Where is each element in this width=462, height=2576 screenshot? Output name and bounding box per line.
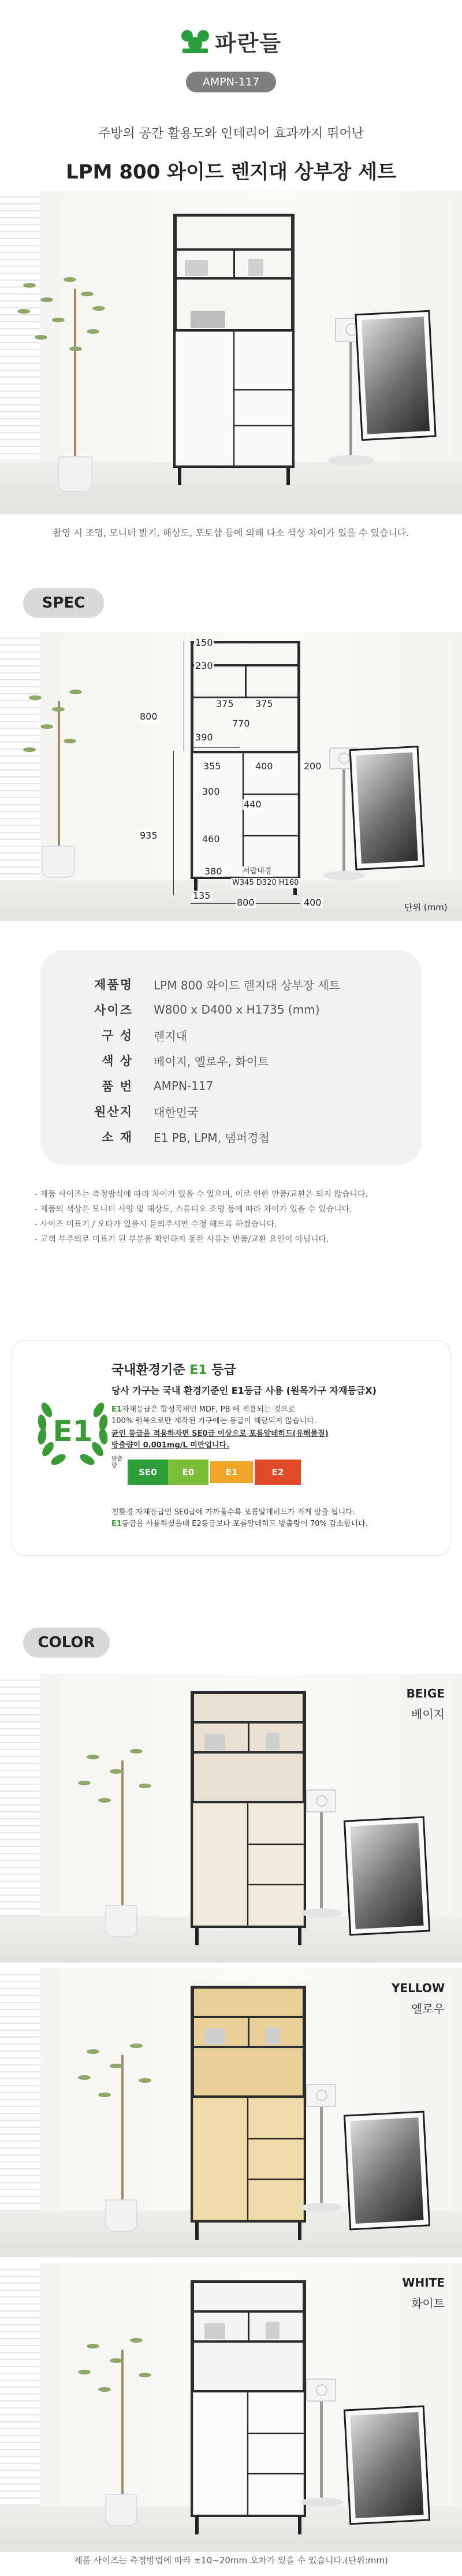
dim-lower-height: 935: [140, 830, 158, 841]
e1-badge-text: E1: [53, 1414, 93, 1448]
product-title: LPM 800 와이드 렌지대 상부장 세트: [66, 161, 396, 184]
dim-drawer-area: 300: [202, 786, 220, 797]
info-row: 소 재 E1 PB, LPM, 댐퍼경첩: [102, 1130, 270, 1145]
dim-total-width: 800: [237, 897, 255, 908]
dim-total-depth: 400: [304, 897, 322, 908]
dim-inner-left: 375: [216, 698, 234, 709]
footer-note: 제품 사이즈는 측정방법에 따라 ±10~20mm 오차가 있을 수 있습니다.(단위:mm): [74, 2555, 388, 2566]
variant-label: [407, 1687, 445, 1722]
eco-foot-line: 친환경 자재등급인 SE0급에 가까울수록 포름알데히드가 적게 방출 됩니다.: [111, 1508, 355, 1517]
color-variant-yellow: [0, 1968, 462, 2257]
notice-list: [35, 1187, 439, 1247]
model-code-badge: AMPN-117: [186, 72, 276, 92]
e1-laurel-badge-icon: [29, 1387, 116, 1473]
eco-desc-line: E1자재등급은 합성목재인 MDF, PB 에 적용되는 것으로: [111, 1405, 296, 1414]
dim-inner-right: 375: [255, 698, 273, 709]
scale-grade-e2: E2: [255, 1460, 301, 1485]
dim-leg-height: 135: [193, 890, 211, 901]
color-variant-beige: [0, 1674, 462, 1963]
eco-grade-box: [12, 1340, 450, 1556]
emission-scale: [111, 1456, 302, 1488]
brand-name: 파란들: [214, 31, 282, 56]
hero-photo: [0, 191, 462, 514]
info-row: 제품명 LPM 800 와이드 렌지대 상부장 세트: [94, 978, 340, 992]
dim-mid-gap: 390: [195, 732, 213, 743]
variant-name-en: WHITE: [402, 2276, 445, 2290]
scale-side-label: 방출량: [111, 1456, 123, 1469]
notice-item: - 제품의 색상은 모니터 사양 및 해상도, 스튜디오 조명 등에 따라 차이가 있을 수 있습니다.: [35, 1205, 352, 1214]
info-row: 사이즈 W800 x D400 x H1735 (mm): [94, 1003, 320, 1017]
info-row: 원산지 대한민국: [94, 1105, 199, 1119]
info-row: 품 번 AMPN-117: [102, 1079, 214, 1093]
dim-lower-drawer: 380: [204, 866, 222, 877]
info-row: 구 성 렌지대: [102, 1029, 187, 1043]
dim-opening-left: 355: [203, 761, 221, 772]
info-row: 색 상 베이지, 옐로우, 화이트: [102, 1054, 269, 1069]
variant-label: [402, 2276, 445, 2311]
brand-header: [0, 25, 462, 57]
variant-label: [392, 1981, 445, 2016]
dim-opening-right: 400: [255, 761, 273, 772]
color-variant-white: [0, 2263, 462, 2552]
brand-logo-icon: [180, 29, 210, 54]
photo-caption: 촬영 시 조명, 모니터 밝기, 해상도, 포토샵 등에 의해 다소 색상 차이가 있을 수 있습니다.: [53, 527, 409, 538]
variant-name-ko: 화이트: [411, 2296, 445, 2310]
dim-drawer-width: 440: [244, 799, 262, 810]
product-subtitle: 주방의 공간 활용도와 인테리어 효과까지 뛰어난: [98, 126, 364, 141]
unit-label: 단위 (mm): [404, 902, 448, 913]
dim-upper-height: 800: [140, 711, 158, 722]
drawer-inner-label: 서랍내경: [243, 867, 272, 876]
scale-grade-e1: E1: [208, 1460, 255, 1485]
spec-dimension-drawing: [0, 632, 462, 921]
dim-door-height: 460: [202, 833, 220, 844]
variant-name-ko: 옐로우: [411, 2002, 445, 2016]
eco-desc-line: 균인 등급을 적용하자면 SE0급 이상으로 포름알데히드(유해물질): [111, 1430, 329, 1438]
cabinet-illustration: [173, 214, 295, 485]
dim-depth-upper: 200: [304, 761, 322, 772]
notice-item: - 제품 사이즈는 측정방식에 따라 차이가 있을 수 있으며, 이로 인한 반품/교환은 되지 않습니다.: [35, 1190, 368, 1199]
dim-shelf-gap: 230: [195, 660, 213, 671]
color-section-label: COLOR: [23, 1628, 110, 1658]
spec-section-label: SPEC: [23, 588, 104, 618]
dim-inner-total: 770: [232, 718, 250, 729]
notice-item: - 고객 부주의로 미표기 된 부분을 확인하지 못한 사유는 반품/교환 요인이 아닙니다.: [35, 1235, 329, 1244]
scale-grade-se0: SE0: [128, 1460, 168, 1485]
drawer-inner-size: W345 D320 H160: [232, 878, 299, 887]
emission-scale-bar: [128, 1460, 301, 1485]
dim-top-gap: 150: [195, 637, 213, 648]
product-info-table: [40, 950, 422, 1165]
eco-foot-line: E1등급을 사용하셨을때 E2등급보다 포름알데히드 방출량이 70% 감소합니다.: [111, 1520, 368, 1528]
variant-name-en: BEIGE: [406, 1687, 445, 1700]
eco-desc-line: 100% 원목으로만 제작된 가구에는 등급이 해당되지 않습니다.: [111, 1417, 316, 1425]
variant-name-ko: 베이지: [411, 1707, 445, 1721]
variant-name-en: YELLOW: [392, 1981, 445, 1995]
eco-title: 국내환경기준 E1 등급: [111, 1363, 236, 1378]
notice-item: - 사이즈 미표기 / 오타가 있을시 문의주시면 수정 해드록 하겠습니다.: [35, 1220, 277, 1229]
eco-subtitle: 당사 가구는 국내 환경기준인 E1등급 사용 (원목가구 자재등급X): [111, 1385, 377, 1396]
eco-desc-line: 방출량이 0.001mg/L 미만입니다.: [111, 1441, 230, 1450]
scale-grade-e0: E0: [168, 1460, 208, 1485]
